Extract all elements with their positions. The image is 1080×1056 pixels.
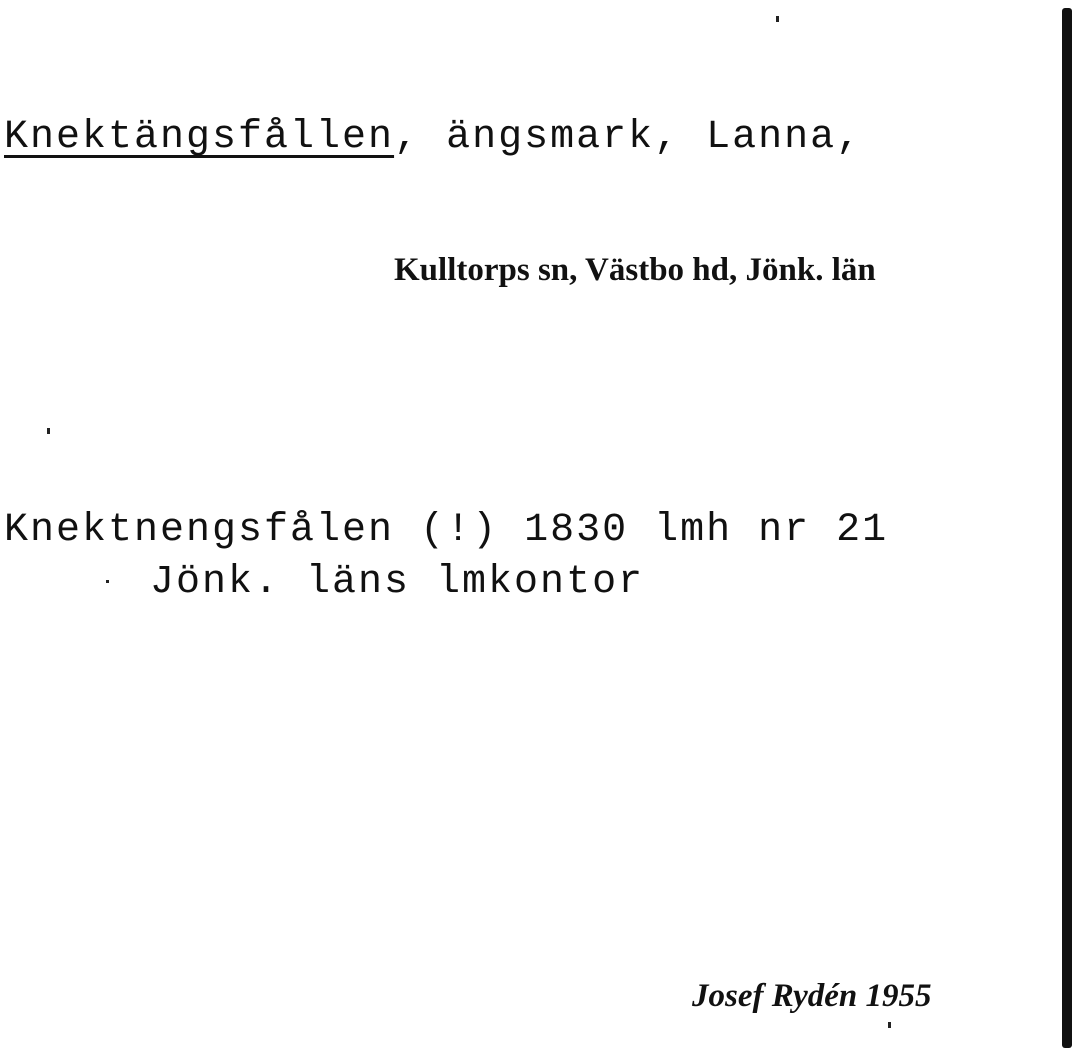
location-stamp: Kulltorps sn, Västbo hd, Jönk. län xyxy=(394,252,876,288)
signature-stamp: Josef Rydén 1955 xyxy=(692,978,932,1014)
scan-speck xyxy=(47,428,50,434)
variant-archive-line: Jönk. läns lmkontor xyxy=(150,560,645,605)
variant-source-line: Knektnengsfålen (!) 1830 lmh nr 21 xyxy=(4,508,889,553)
scan-speck xyxy=(106,580,109,583)
scan-speck xyxy=(888,1022,891,1028)
headword-line xyxy=(4,115,863,160)
card-edge-border xyxy=(1062,8,1072,1048)
scan-speck xyxy=(776,16,779,22)
headword: Knektängsfållen xyxy=(4,115,395,160)
headword-description: , ängsmark, Lanna, xyxy=(394,115,863,160)
